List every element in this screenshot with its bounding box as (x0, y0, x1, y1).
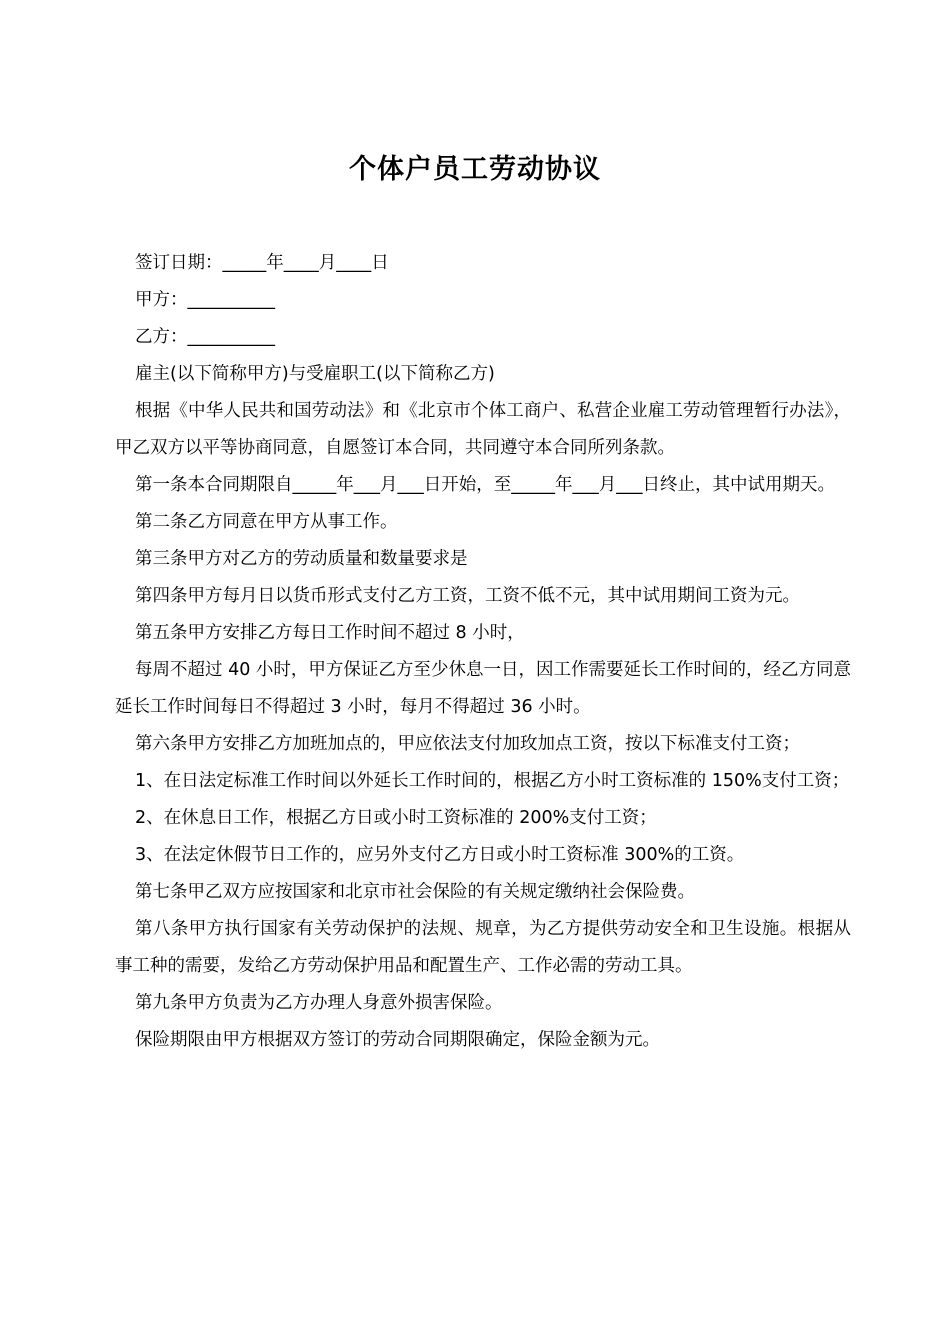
article-5-continued: 每周不超过 40 小时，甲方保证乙方至少休息一日，因工作需要延长工作时间的，经乙方同意延长工作时间每日不得超过 3 小时，每月不得超过 36 小时。 (115, 660, 851, 717)
article-1: 第一条本合同期限自_____年___月___日开始，至_____年___月___日终止，其中试用期天。 (135, 475, 835, 495)
parties-definition: 雇主(以下简称甲方)与受雇职工(以下简称乙方) (135, 364, 495, 384)
article-2: 第二条乙方同意在甲方从事工作。 (135, 512, 398, 532)
article-7: 第七条甲乙双方应按国家和北京市社会保险的有关规定缴纳社会保险费。 (135, 882, 695, 902)
article-6-item-2: 2、在休息日工作，根据乙方日或小时工资标准的 200%支付工资； (135, 808, 657, 828)
preamble: 根据《中华人民共和国劳动法》和《北京市个体工商户、私营企业雇工劳动管理暂行办法》，甲乙双方以平等协商同意，自愿签订本合同，共同遵守本合同所列条款。 (115, 401, 851, 458)
article-3: 第三条甲方对乙方的劳动质量和数量要求是 (135, 549, 468, 569)
article-6: 第六条甲方安排乙方加班加点的，甲应依法支付加玫加点工资，按以下标准支付工资； (135, 734, 800, 754)
article-6-item-3: 3、在法定休假节日工作的，应另外支付乙方日或小时工资标准 300%的工资。 (135, 845, 745, 865)
party-b-line: 乙方：__________ (135, 327, 275, 347)
article-5: 第五条甲方安排乙方每日工作时间不超过 8 小时， (135, 623, 525, 643)
signing-date-line: 签订日期：_____年____月____日 (135, 253, 389, 273)
article-9-continued: 保险期限由甲方根据双方签订的劳动合同期限确定，保险金额为元。 (135, 1030, 660, 1050)
document-title: 个体户员工劳动协议 (349, 154, 601, 186)
document-body (115, 245, 851, 1059)
party-a-line: 甲方：__________ (135, 290, 275, 310)
article-9: 第九条甲方负责为乙方办理人身意外损害保险。 (135, 993, 503, 1013)
article-4: 第四条甲方每月日以货币形式支付乙方工资，工资不低不元，其中试用期间工资为元。 (135, 586, 800, 606)
article-8: 第八条甲方执行国家有关劳动保护的法规、规章，为乙方提供劳动安全和卫生设施。根据从事工种的需要，发给乙方劳动保护用品和配置生产、工作必需的劳动工具。 (115, 919, 851, 976)
article-6-item-1: 1、在日法定标准工作时间以外延长工作时间的，根据乙方小时工资标准的 150%支付工资； (135, 771, 850, 791)
